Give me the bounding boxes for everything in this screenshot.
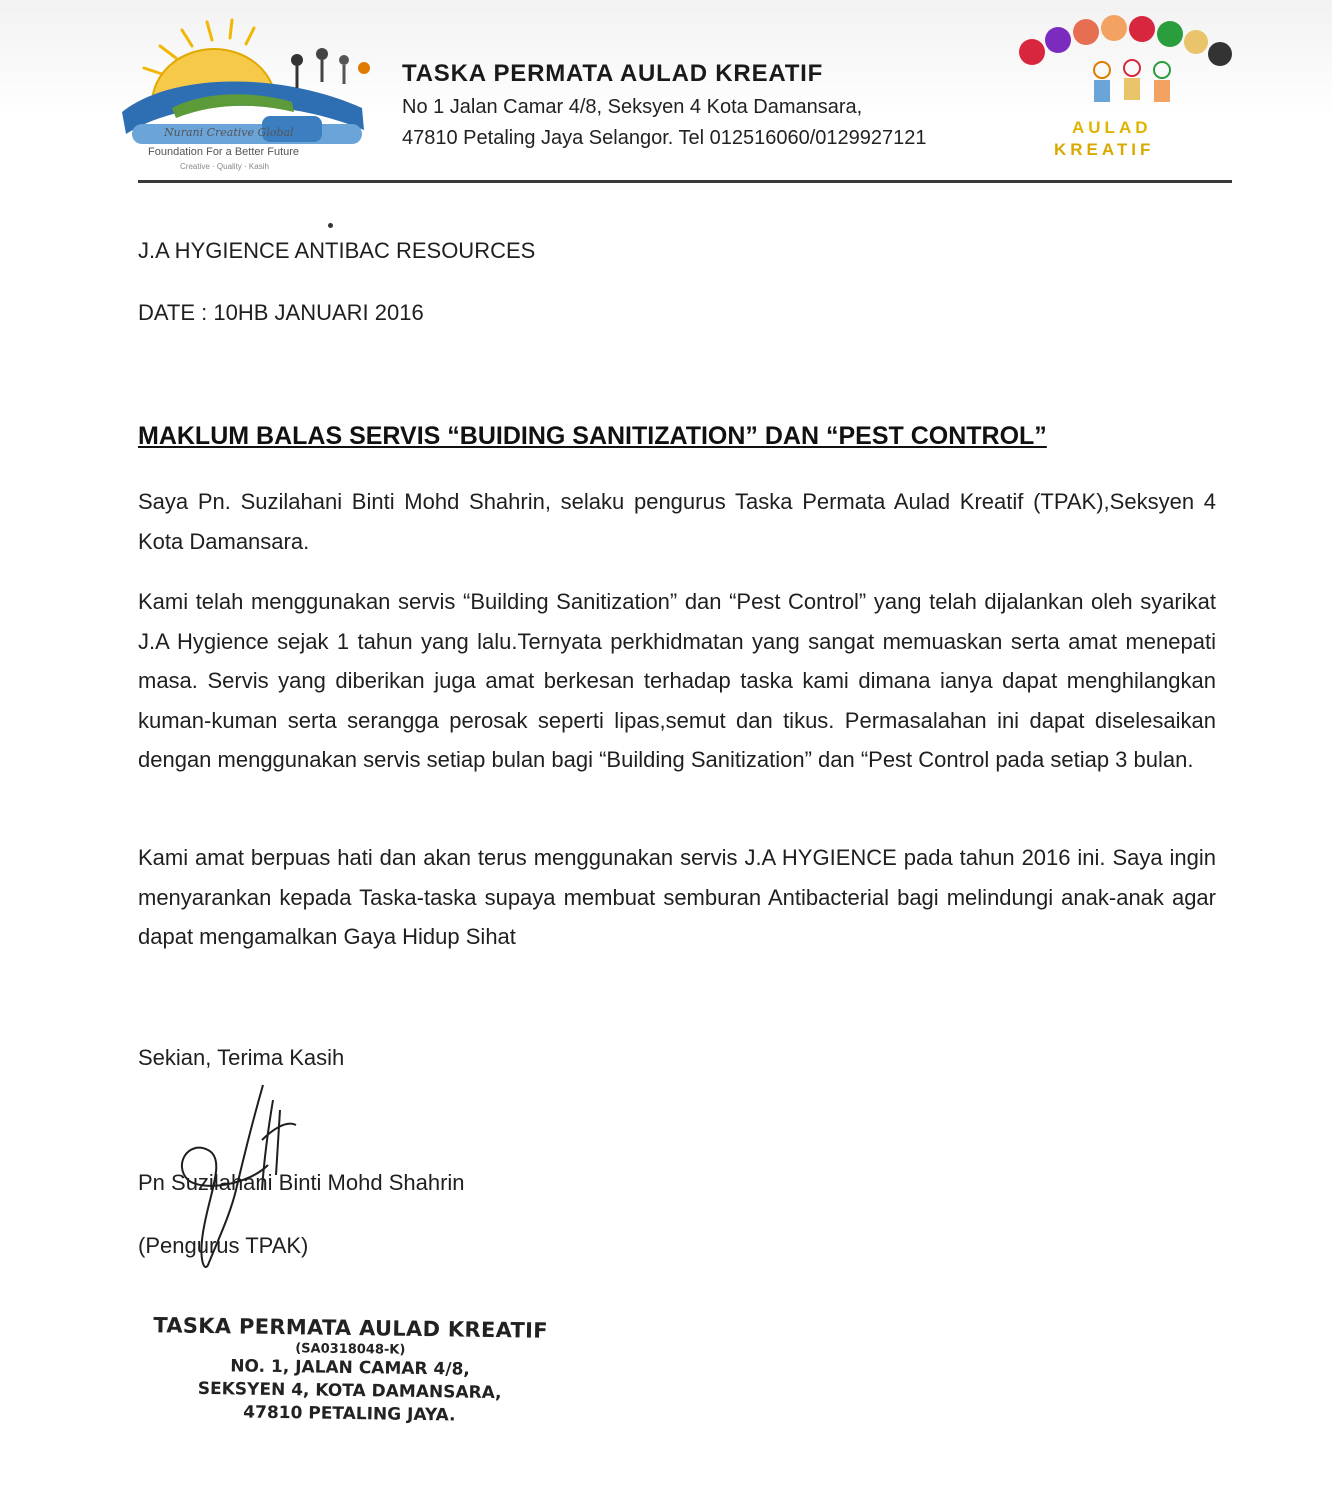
colorful-letters-logo-icon: [1010, 12, 1240, 122]
organization-address-line2: 47810 Petaling Jaya Selangor. Tel 012516060/0129927121: [402, 127, 927, 149]
stamp-name: TASKA PERMATA AULAD KREATIF: [153, 1313, 549, 1343]
logo-caption-name: Nurani Creative Global: [164, 126, 294, 139]
letter-date: DATE : 10HB JANUARI 2016: [138, 300, 424, 325]
signer-role: (Pengurus TPAK): [138, 1233, 309, 1258]
organization-name: TASKA PERMATA AULAD KREATIF: [402, 60, 824, 87]
stamp-registration: (SA0318048-K): [295, 1341, 406, 1358]
signer-name: Pn Suzilahani Binti Mohd Shahrin: [138, 1170, 465, 1195]
logo-word-aulad: AULAD: [1072, 118, 1152, 137]
ink-dot: [328, 223, 333, 228]
foundation-logo: [112, 12, 382, 182]
closing-line: Sekian, Terima Kasih: [138, 1045, 345, 1070]
letter-subject: MAKLUM BALAS SERVIS “BUIDING SANITIZATION” DAN “PEST CONTROL”: [138, 422, 1047, 450]
company-stamp: [149, 1313, 550, 1429]
recipient: J.A HYGIENCE ANTIBAC RESOURCES: [138, 238, 536, 263]
organization-address-line1: No 1 Jalan Camar 4/8, Seksyen 4 Kota Damansara,: [402, 96, 863, 118]
logo-caption-values: Creative · Quality · Kasih: [180, 162, 269, 171]
paragraph-recommendation: Kami amat berpuas hati dan akan terus menggunakan servis J.A HYGIENCE pada tahun 2016 ini. Saya ingin menyarankan kepada Taska-taska supaya membuat semburan Antibacterial bagi melindungi anak-anak agar dapat mengamalkan Gaya Hidup Sihat: [138, 845, 1216, 949]
paragraph-introduction: Saya Pn. Suzilahani Binti Mohd Shahrin, selaku pengurus Taska Permata Aulad Kreatif (TPAK),Seksyen 4 Kota Damansara.: [138, 489, 1216, 554]
stamp-address-line3: 47810 PETALING JAYA.: [243, 1402, 456, 1426]
letterhead: [0, 0, 1332, 195]
taska-logo: [1010, 12, 1240, 177]
stamp-address-line2: SEKSYEN 4, KOTA DAMANSARA,: [197, 1378, 502, 1404]
paragraph-service-feedback: Kami telah menggunakan servis “Building Sanitization” dan “Pest Control” yang telah dijalankan oleh syarikat J.A Hygience sejak 1 tahun yang lalu.Ternyata perkhidmatan yang sangat memuaskan serta amat menepati masa. Servis yang diberikan juga amat berkesan terhadap taska kami dimana ianya dapat menghilangkan kuman-kuman serta serangga perosak seperti lipas,semut dan tikus. Permasalahan ini dapat diselesaikan dengan menggunakan servis setiap bulan bagi “Building Sanitization” dan “Pest Control pada setiap 3 bulan.: [138, 589, 1216, 772]
logo-word-kreatif: KREATIF: [1054, 140, 1155, 159]
stamp-address-line1: NO. 1, JALAN CAMAR 4/8,: [230, 1356, 470, 1380]
letterhead-divider: [138, 180, 1232, 183]
logo-caption-tagline: Foundation For a Better Future: [148, 146, 300, 158]
